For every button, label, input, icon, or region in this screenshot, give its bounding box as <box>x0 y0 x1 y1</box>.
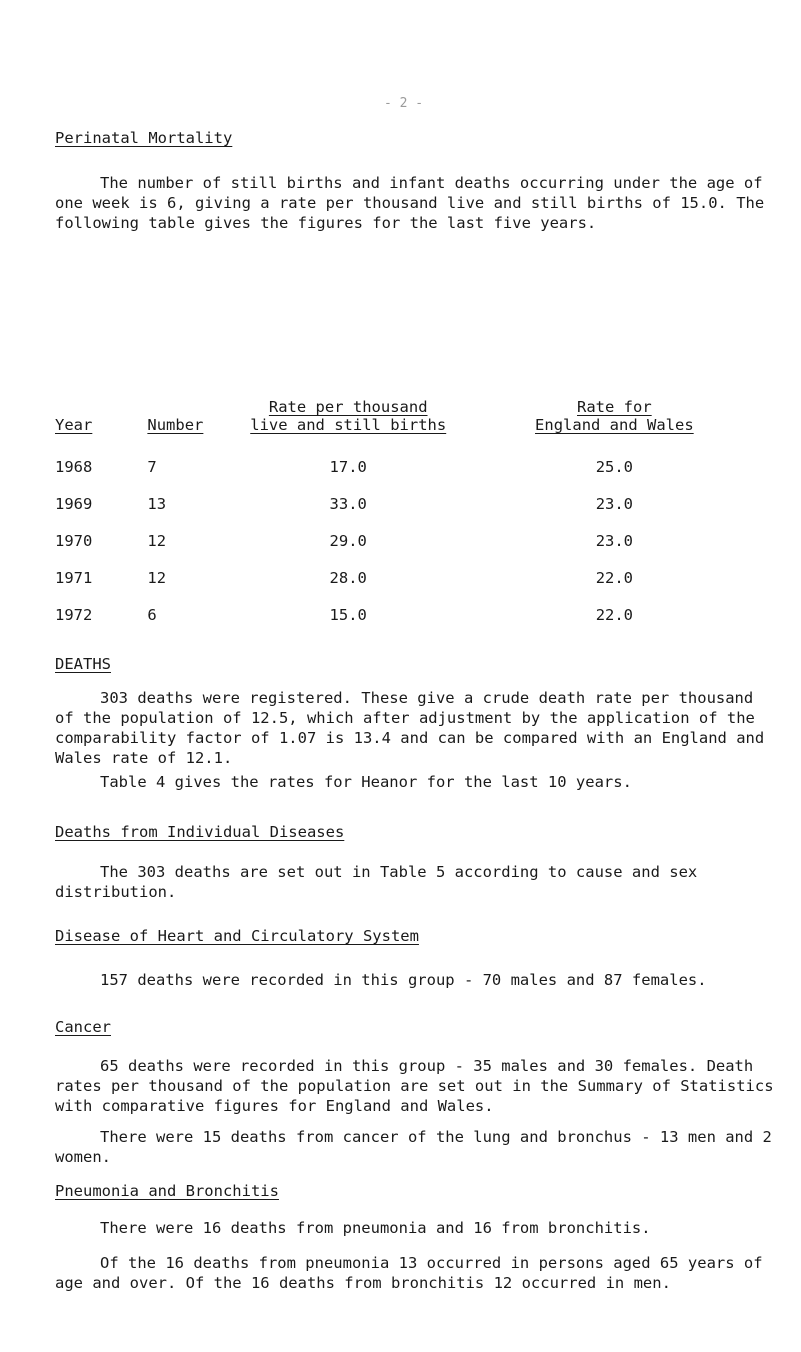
deaths-text: 303 deaths were registered. These give a crude death rate per thousand of the population of 12.5, which after adjustment by the application of the comparability factor of 1.07 is 13.4 and can be compared with an England and Wales rate of 12.1. <box>55 689 774 767</box>
header-rate <box>233 398 464 448</box>
header-ew-line1: Rate for <box>577 398 652 416</box>
deaths-heading: DEATHS <box>55 655 111 673</box>
cancer-lung-text: There were 15 deaths from cancer of the lung and bronchus - 13 men and 2 women. <box>55 1128 782 1166</box>
individual-heading: Deaths from Individual Diseases <box>55 823 345 841</box>
cell-year: 1969 <box>55 494 93 513</box>
cell-year: 1972 <box>55 605 93 624</box>
cell-england-wales: 22.0 <box>595 568 634 587</box>
cancer-heading: Cancer <box>55 1018 111 1036</box>
cell-england-wales: 23.0 <box>595 531 634 550</box>
cell-rate: 33.0 <box>329 494 367 513</box>
header-number: Number <box>147 416 204 434</box>
perinatal-rates-table <box>55 398 765 633</box>
cell-number: 12 <box>147 568 167 587</box>
pneumonia-text: There were 16 deaths from pneumonia and 16 from bronchitis. <box>100 1219 651 1237</box>
cell-england-wales: 23.0 <box>595 494 634 513</box>
cell-year: 1968 <box>55 457 93 476</box>
heart-heading: Disease of Heart and Circulatory System <box>55 927 419 945</box>
cell-year: 1971 <box>55 568 93 587</box>
cell-number: 12 <box>147 531 167 550</box>
table-row <box>55 485 765 522</box>
header-ew-line2: England and Wales <box>535 416 694 434</box>
perinatal-heading: Perinatal Mortality <box>55 129 233 147</box>
cell-number: 7 <box>147 457 157 476</box>
cell-rate: 15.0 <box>329 605 367 624</box>
table-row <box>55 596 765 633</box>
header-year: Year <box>55 416 93 434</box>
cell-rate: 28.0 <box>329 568 367 587</box>
header-rate-line2: live and still births <box>250 416 447 434</box>
cell-rate: 29.0 <box>329 531 367 550</box>
table-row <box>55 559 765 596</box>
perinatal-text: The number of still births and infant deaths occurring under the age of one week is 6, giving a rate per thousand live and still births of 15.0. The following table gives the figures for the last five years. <box>55 174 774 232</box>
header-england-wales <box>464 398 765 448</box>
table-row <box>55 522 765 559</box>
page-mark: - 2 - <box>384 96 424 111</box>
cell-england-wales: 25.0 <box>595 457 634 476</box>
cell-england-wales: 22.0 <box>595 605 634 624</box>
heart-text: 157 deaths were recorded in this group - 70 males and 87 females. <box>100 971 707 989</box>
pneumonia-detail-text: Of the 16 deaths from pneumonia 13 occurred in persons aged 65 years of age and over. Of the 16 deaths from bronchitis 12 occurred in men. <box>55 1254 772 1292</box>
cell-rate: 17.0 <box>329 457 367 476</box>
table-row <box>55 448 765 485</box>
cancer-text: 65 deaths were recorded in this group - 35 males and 30 females. Death rates per thousand of the population are set out in the Summary of Statistics with comparative figures for England and Wales. <box>55 1057 783 1115</box>
deaths-table-ref: Table 4 gives the rates for Heanor for the last 10 years. <box>100 773 632 791</box>
cell-year: 1970 <box>55 531 93 550</box>
pneumonia-heading: Pneumonia and Bronchitis <box>55 1182 279 1200</box>
cell-number: 13 <box>147 494 167 513</box>
individual-text: The 303 deaths are set out in Table 5 according to cause and sex distribution. <box>55 863 707 901</box>
header-rate-line1: Rate per thousand <box>268 398 428 416</box>
cell-number: 6 <box>147 605 157 624</box>
table-header-row <box>55 398 765 448</box>
